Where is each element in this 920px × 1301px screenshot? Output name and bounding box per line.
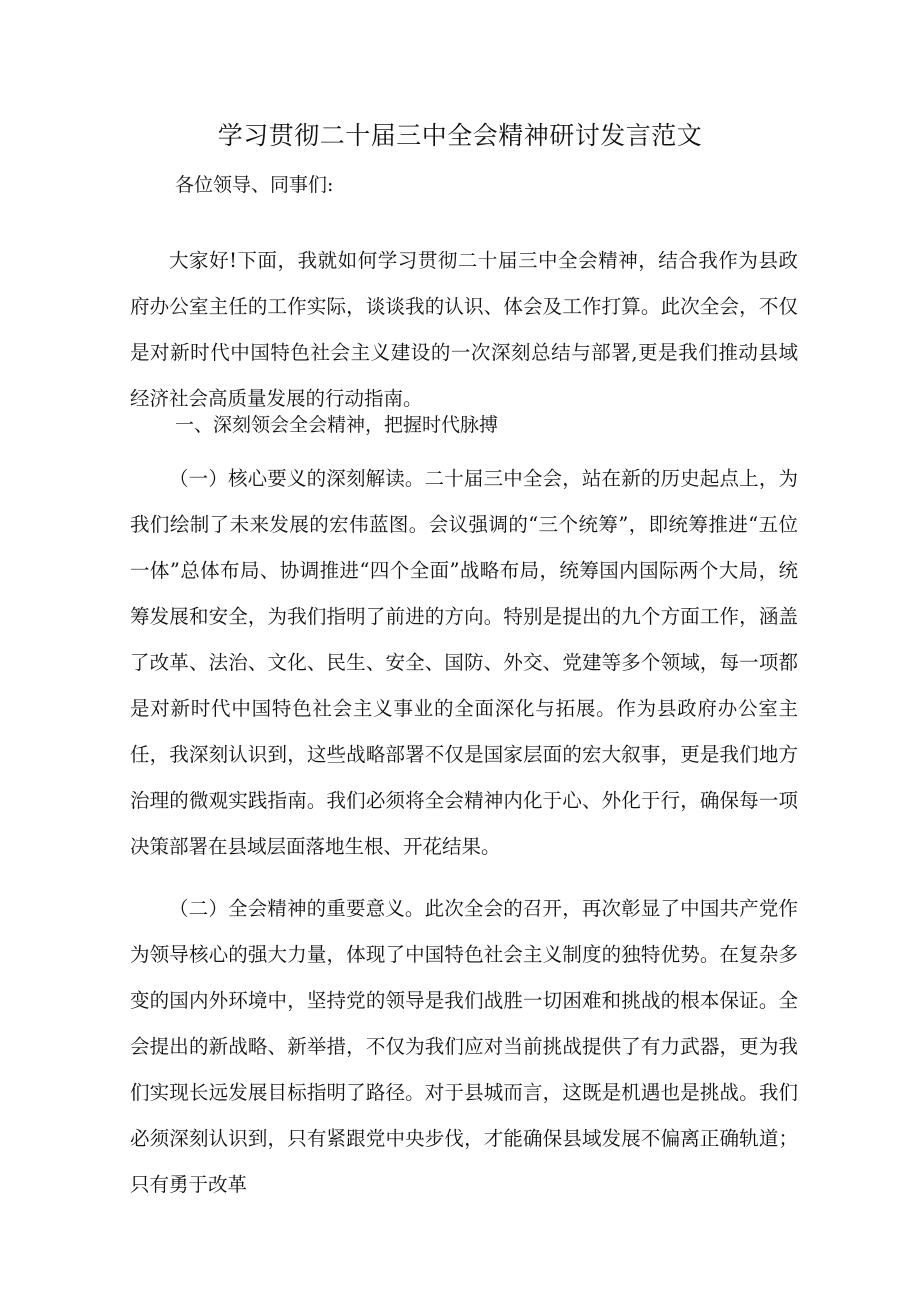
paragraph-core-meaning: （一）核心要义的深刻解读。二十届三中全会，站在新的历史起点上，为我们绘制了未来发展的宏伟蓝图。会议强调的“三个统筹”，即统筹推进“五位一体”总体布局、协调推进“四个全面”战略布局，统筹国内国际两个大局，统筹发展和安全，为我们指明了前进的方向。特别是提出的九个方面工作，涵盖了改革、法治、文化、民生、安全、国防、外交、党建等多个领域，每一项都是对新时代中国特色社会主义事业的全面深化与拓展。作为县政府办公室主任，我深刻认识到，这些战略部署不仅是国家层面的宏大叙事，更是我们地方治理的微观实践指南。我们必须将全会精神内化于心、外化于行，确保每一项决策部署在县域层面落地生根、开花结果。 bbox=[130, 467, 798, 858]
paragraph-significance: （二）全会精神的重要意义。此次全会的召开，再次彰显了中国共产党作为领导核心的强大力量，体现了中国特色社会主义制度的独特优势。在复杂多变的国内外环境中，坚持党的领导是我们战胜一切困难和挑战的根本保证。全会提出的新战略、新举措，不仅为我们应对当前挑战提供了有力武器，更为我们实现长远发展目标指明了路径。对于县城而言，这既是机遇也是挑战。我们必须深刻认识到，只有紧跟党中央步伐，才能确保县域发展不偏离正确轨道；只有勇于改革 bbox=[130, 897, 798, 1196]
paragraph-opening: 大家好!下面，我就如何学习贯彻二十届三中全会精神，结合我作为县政府办公室主任的工作实际，谈谈我的认识、体会及工作打算。此次全会，不仅是对新时代中国特色社会主义建设的一次深刻总结与部署,更是我们推动县域经济社会高质量发展的行动指南。 bbox=[130, 249, 798, 410]
document-title: 学习贯彻二十届三中全会精神研讨发言范文 bbox=[217, 121, 703, 150]
section-heading: 一、深刻领会全会精神，把握时代脉搏 bbox=[175, 414, 499, 436]
salutation: 各位领导、同事们: bbox=[175, 174, 334, 196]
